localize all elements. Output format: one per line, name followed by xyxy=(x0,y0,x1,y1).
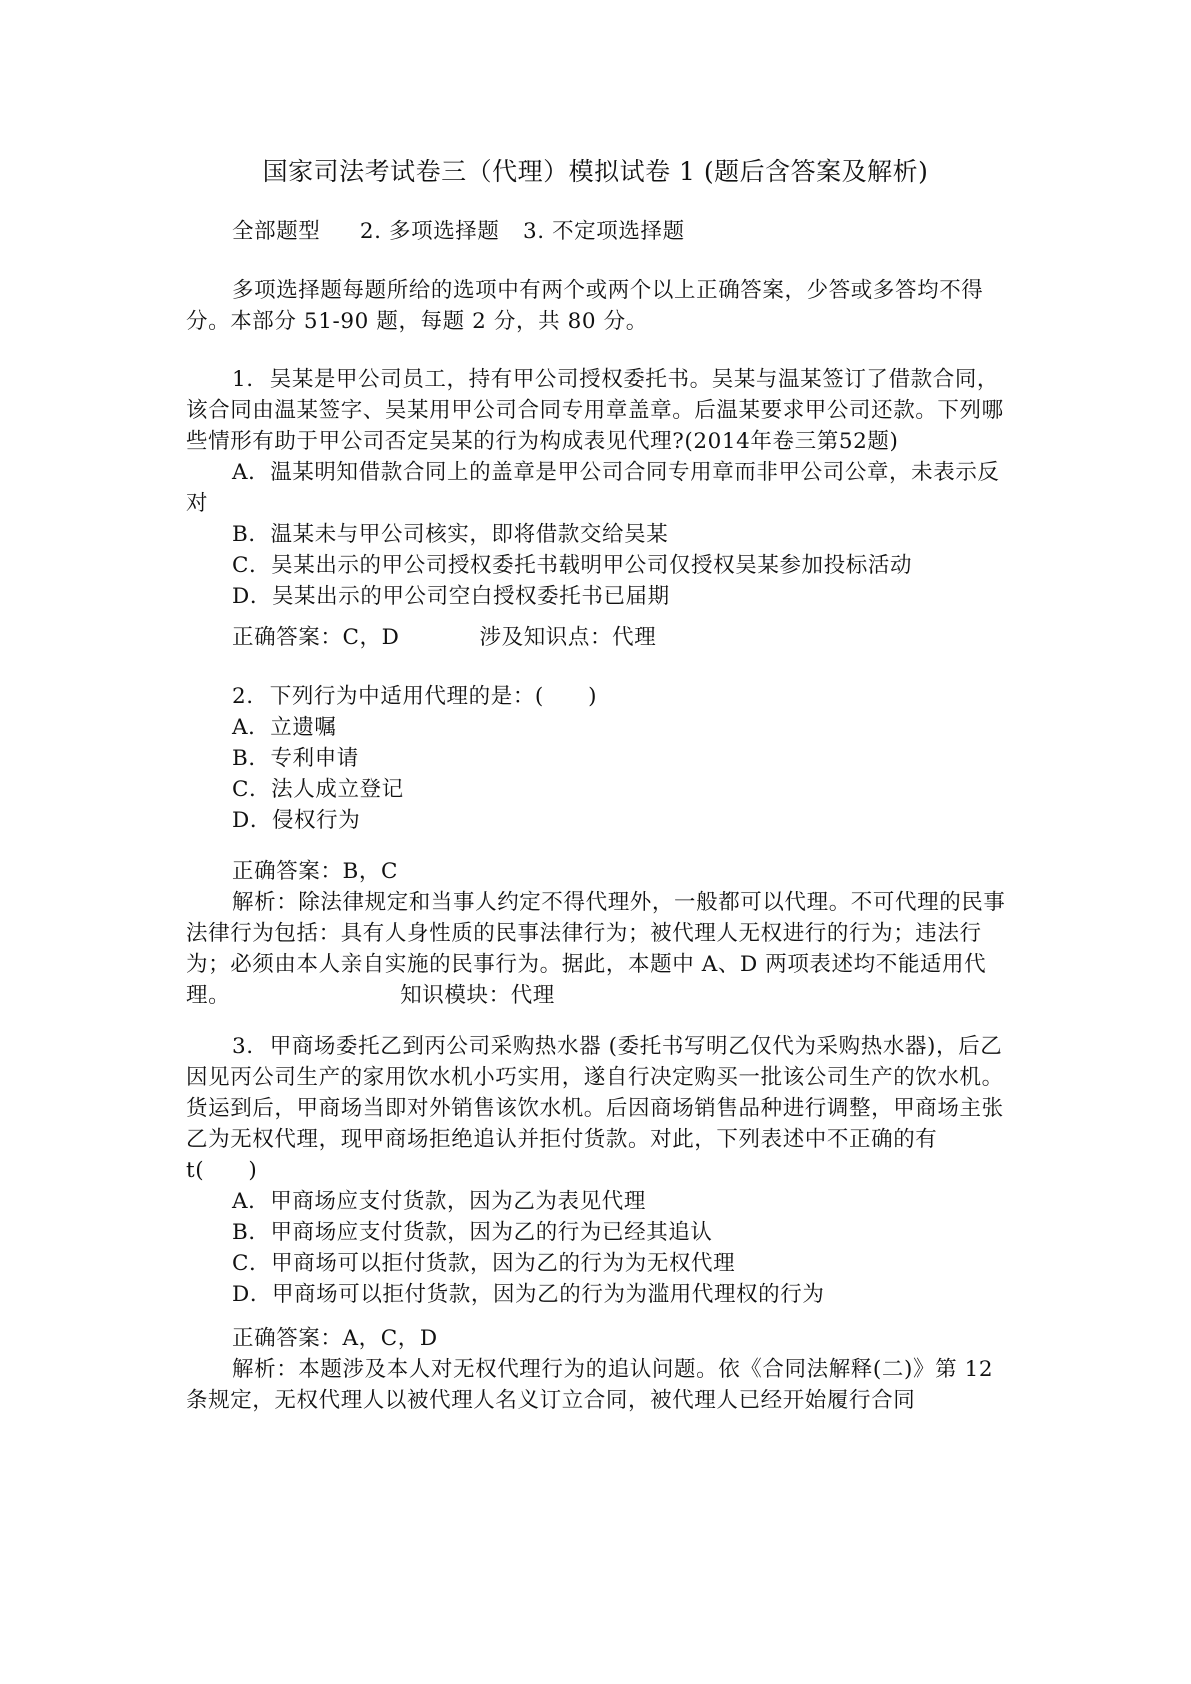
correct-answer: 正确答案：A，C，D xyxy=(232,1326,438,1351)
question-2-answer xyxy=(186,856,1016,1011)
question-number: 3. xyxy=(232,1034,254,1059)
option-d: D．甲商场可以拒付货款，因为乙的行为为滥用代理权的行为 xyxy=(232,1282,825,1307)
page-title: 国家司法考试卷三（代理）模拟试卷 1 (题后含答案及解析) xyxy=(262,157,929,186)
question-2 xyxy=(186,681,1016,836)
option-b: B．温某未与甲公司核实，即将借款交给吴某 xyxy=(232,522,669,547)
correct-answer: 正确答案：C，D xyxy=(232,625,400,650)
question-number: 1. xyxy=(232,367,254,392)
question-stem: 甲商场委托乙到丙公司采购热水器 (委托书写明乙仅代为采购热水器)，后乙因见丙公司生产的家用饮水机小巧实用，遂自行决定购买一批该公司生产的饮水机。货运到后，甲商场当即对外销售该饮水机。后因商场销售品种进行调整，甲商场主张乙为无权代理，现甲商场拒绝追认并拒付货款。对此，下列表述中不正确的有 t( ) xyxy=(186,1034,1004,1183)
question-types-line xyxy=(186,216,1016,247)
option-d: D．侵权行为 xyxy=(232,808,361,833)
instructions-text: 多项选择题每题所给的选项中有两个或两个以上正确答案，少答或多答均不得分。本部分 51-90 题，每题 2 分，共 80 分。 xyxy=(186,278,984,334)
knowledge-point: 涉及知识点：代理 xyxy=(479,625,657,650)
question-1-answer xyxy=(186,622,1016,653)
question-3 xyxy=(186,1031,1016,1310)
section-instructions xyxy=(186,275,1016,337)
question-stem: 下列行为中适用代理的是：( ) xyxy=(269,684,598,709)
analysis-text: 解析：本题涉及本人对无权代理行为的追认问题。依《合同法解释(二)》第 12 条规定，无权代理人以被代理人名义订立合同，被代理人已经开始履行合同 xyxy=(186,1357,994,1413)
type-multiple-choice: 2. 多项选择题 xyxy=(359,219,500,244)
option-d: D．吴某出示的甲公司空白授权委托书已届期 xyxy=(232,584,670,609)
type-indefinite-choice: 3. 不定项选择题 xyxy=(522,219,685,244)
analysis-text: 解析：除法律规定和当事人约定不得代理外，一般都可以代理。不可代理的民事法律行为包括：具有人身性质的民事法律行为；被代理人无权进行的行为；违法行为；必须由本人亲自实施的民事行为。据此，本题中 A、D 两项表述均不能适用代理。 xyxy=(186,890,1006,1008)
correct-answer: 正确答案：B，C xyxy=(232,859,399,884)
option-a: A．立遗嘱 xyxy=(232,715,337,740)
question-3-answer xyxy=(186,1323,1016,1416)
question-stem: 吴某是甲公司员工，持有甲公司授权委托书。吴某与温某签订了借款合同，该合同由温某签字、吴某用甲公司合同专用章盖章。后温某要求甲公司还款。下列哪些情形有助于甲公司否定吴某的行为构成表见代理?(2014年卷三第52题) xyxy=(186,367,1004,454)
option-b: B．专利申请 xyxy=(232,746,359,771)
option-c: C．法人成立登记 xyxy=(232,777,404,802)
question-number: 2. xyxy=(232,684,254,709)
option-a: A．温某明知借款合同上的盖章是甲公司合同专用章而非甲公司公章，未表示反对 xyxy=(186,460,1000,516)
option-b: B．甲商场应支付货款，因为乙的行为已经其追认 xyxy=(232,1220,713,1245)
option-c: C．甲商场可以拒付货款，因为乙的行为为无权代理 xyxy=(232,1251,736,1276)
question-1 xyxy=(186,364,1016,612)
all-types-label: 全部题型 xyxy=(232,219,321,244)
option-a: A．甲商场应支付货款，因为乙为表见代理 xyxy=(232,1189,646,1214)
knowledge-module: 知识模块：代理 xyxy=(400,983,555,1008)
option-c: C．吴某出示的甲公司授权委托书载明甲公司仅授权吴某参加投标活动 xyxy=(232,553,913,578)
